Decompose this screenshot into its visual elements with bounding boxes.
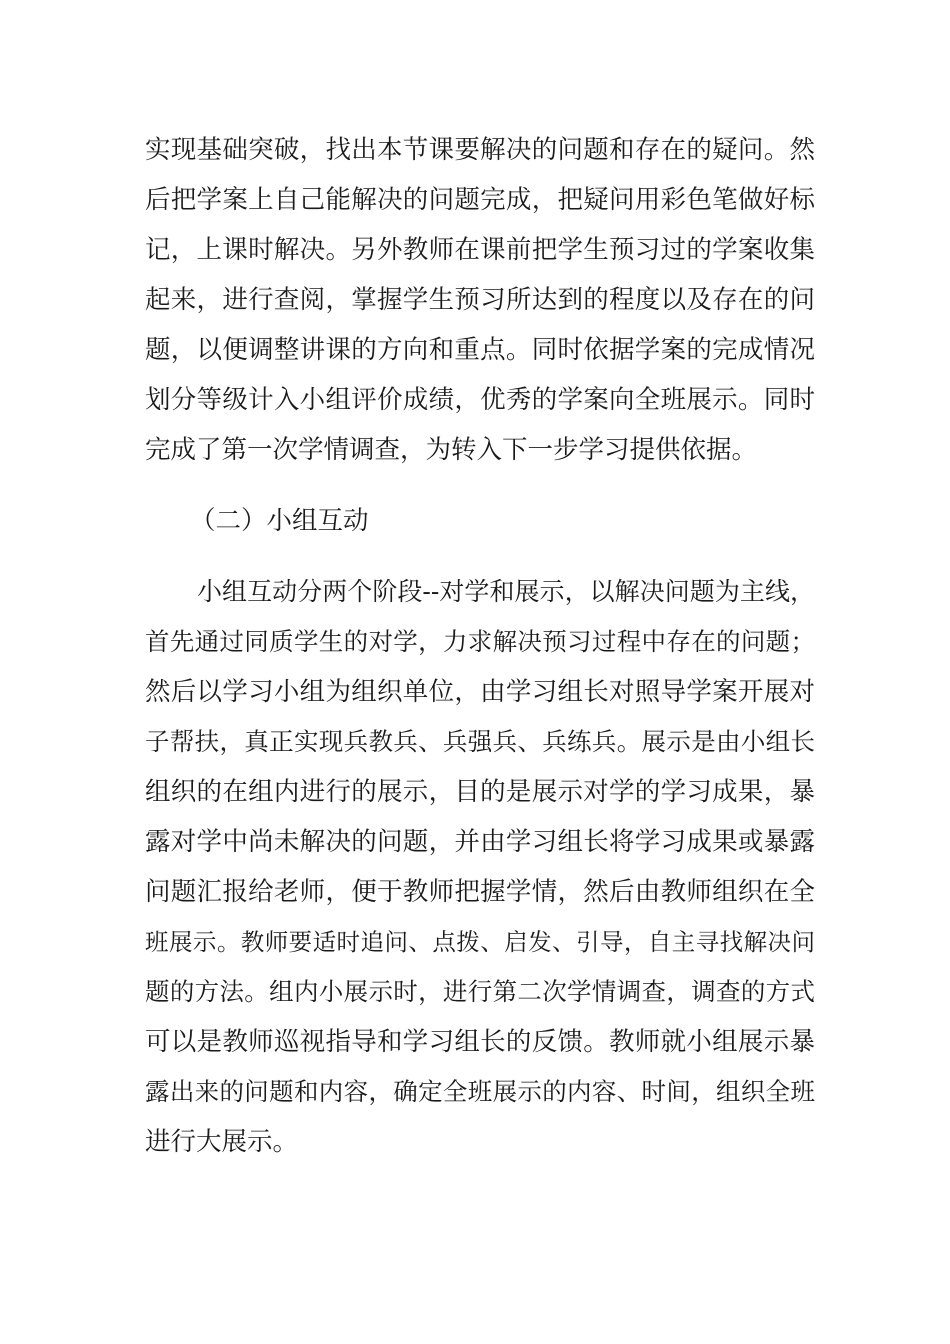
paragraph-2-line-1: 小组互动分两个阶段--对学和展示，以解决问题为主线， [197,577,815,606]
section-heading: （二）小组互动 [190,506,369,536]
paragraph-1-line-1: 实现基础突破，找出本节课要解决的问题和存在的疑问。然 [145,135,815,165]
paragraph-1-line-6: 划分等级计入小组评价成绩，优秀的学案向全班展示。同时 [145,385,815,415]
paragraph-1-line-4: 起来，进行查阅，掌握学生预习所达到的程度以及存在的问 [145,285,815,315]
paragraph-2-line-10: 可以是教师巡视指导和学习组长的反馈。教师就小组展示暴 [145,1027,815,1057]
paragraph-1-line-7: 完成了第一次学情调查，为转入下一步学习提供依据。 [145,435,758,465]
paragraph-1-line-3: 记，上课时解决。另外教师在课前把学生预习过的学案收集 [145,235,815,265]
paragraph-2-line-5: 组织的在组内进行的展示，目的是展示对学的学习成果，暴 [145,777,815,807]
paragraph-2-line-9: 题的方法。组内小展示时，进行第二次学情调查，调查的方式 [145,977,815,1006]
paragraph-2-line-11: 露出来的问题和内容，确定全班展示的内容、时间，组织全班 [145,1077,815,1106]
paragraph-1-line-2: 后把学案上自己能解决的问题完成，把疑问用彩色笔做好标 [145,185,815,215]
paragraph-2-line-6: 露对学中尚未解决的问题，并由学习组长将学习成果或暴露 [145,827,815,857]
paragraph-2-line-4: 子帮扶，真正实现兵教兵、兵强兵、兵练兵。展示是由小组长 [145,727,815,756]
paragraph-2-line-3: 然后以学习小组为组织单位，由学习组长对照导学案开展对 [145,677,815,707]
paragraph-1-line-5: 题，以便调整讲课的方向和重点。同时依据学案的完成情况 [145,335,815,365]
paragraph-2-line-2: 首先通过同质学生的对学，力求解决预习过程中存在的问题； [145,627,815,656]
paragraph-2-line-7: 问题汇报给老师，便于教师把握学情，然后由教师组织在全 [145,877,815,907]
paragraph-2-line-8: 班展示。教师要适时追问、点拨、启发、引导，自主寻找解决问 [145,928,815,956]
paragraph-2-line-12: 进行大展示。 [145,1127,299,1157]
